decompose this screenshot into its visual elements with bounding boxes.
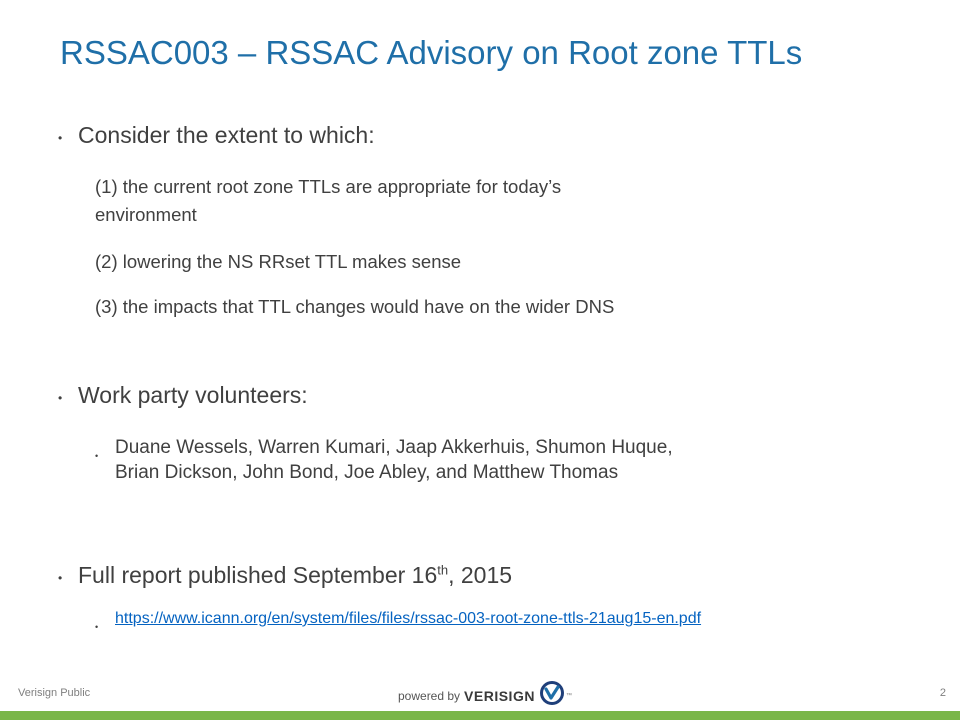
verisign-logo [398, 680, 572, 711]
bullet-volunteers-text: Work party volunteers: [78, 382, 308, 408]
logo-prefix: powered by [398, 688, 461, 703]
bullet-dot-icon: • [58, 571, 63, 585]
slide-title: RSSAC003 – RSSAC Advisory on Root zone TTLs [60, 34, 803, 71]
page-number: 2 [939, 687, 946, 699]
bullet-consider [58, 122, 375, 149]
report-link[interactable]: https://www.icann.org/en/system/files/files/rssac-003-root-zone-ttls-21aug15-en.pdf [115, 610, 702, 627]
bullet-consider-text: Consider the extent to which: [78, 122, 375, 148]
bottom-accent-bar [0, 711, 960, 720]
bullet-dot-icon: • [58, 391, 63, 405]
trademark-icon: ™ [565, 692, 572, 699]
sub-item-1: (1) the current root zone TTLs are appropriate for today’s [95, 176, 562, 197]
full-report-text: Full report published September 16th, 2015 [78, 562, 513, 588]
footer-classification: Verisign Public [18, 687, 91, 699]
bullet-full-report [58, 562, 512, 589]
sub-item-3: (3) the impacts that TTL changes would have on the wider DNS [95, 296, 615, 317]
logo-brand: VERISIGN [464, 687, 535, 704]
volunteers-line-2: Brian Dickson, John Bond, Joe Abley, and Matthew Thomas [115, 462, 619, 483]
bullet-dot-icon: • [58, 131, 63, 145]
volunteers-line-1: Duane Wessels, Warren Kumari, Jaap Akkerhuis, Shumon Huque, [115, 437, 673, 458]
sub-item-1-cont: environment [95, 204, 197, 225]
volunteers-list [95, 435, 673, 485]
sub-bullet-dot-icon: • [95, 622, 99, 632]
verisign-check-icon [539, 680, 565, 711]
bullet-volunteers [58, 382, 308, 409]
sub-item-2: (2) lowering the NS RRset TTL makes sense [95, 251, 462, 272]
report-link-item [95, 606, 701, 640]
sub-bullet-dot-icon: • [95, 451, 99, 461]
